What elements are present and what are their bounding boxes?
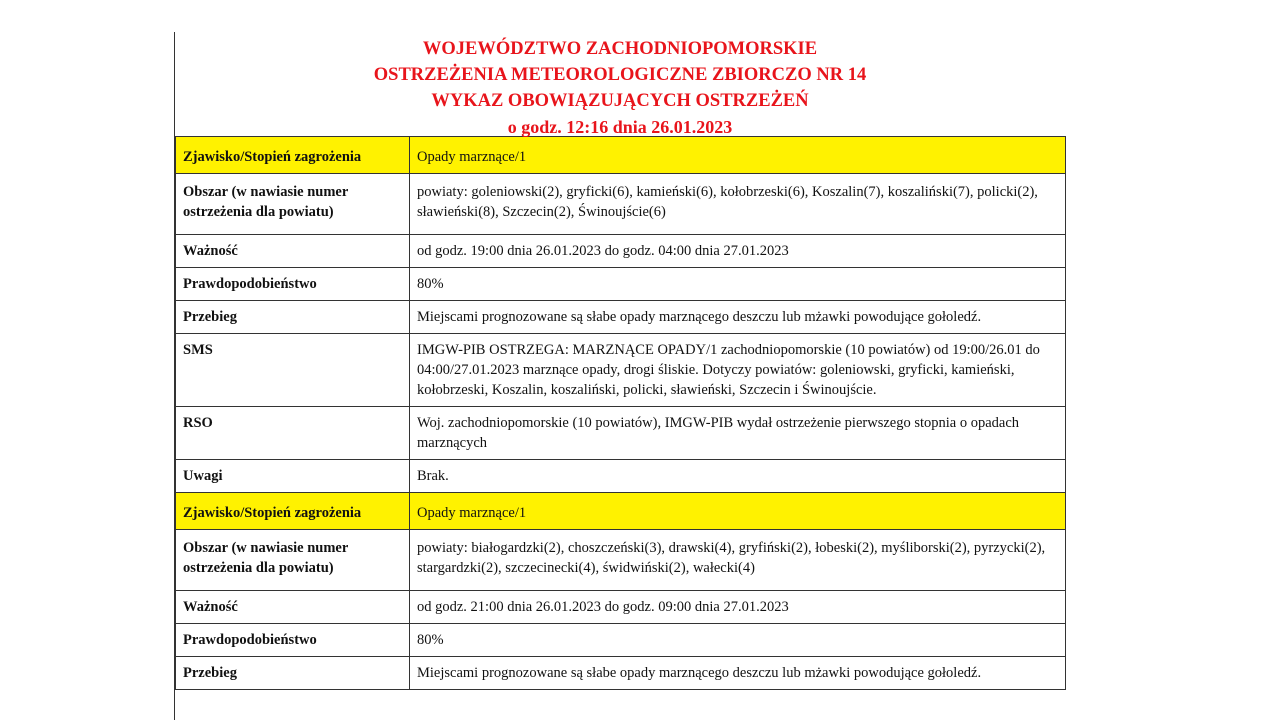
validity-label: Ważność	[176, 235, 410, 268]
table-row-course	[176, 657, 1066, 690]
notes-label: Uwagi	[176, 460, 410, 493]
course-value: Miejscami prognozowane są słabe opady marznącego deszczu lub mżawki powodujące gołoledź.	[410, 301, 1066, 334]
table-row-probability	[176, 268, 1066, 301]
table-row-probability	[176, 624, 1066, 657]
sms-label: SMS	[176, 334, 410, 407]
document-header	[175, 32, 1065, 136]
course-label: Przebieg	[176, 657, 410, 690]
region-title: WOJEWÓDZTWO ZACHODNIOPOMORSKIE	[422, 39, 818, 59]
warnings-table	[175, 136, 1066, 690]
table-row-notes	[176, 460, 1066, 493]
validity-value: od godz. 19:00 dnia 26.01.2023 do godz. 04:00 dnia 27.01.2023	[410, 235, 1066, 268]
sms-value: IMGW-PIB OSTRZEGA: MARZNĄCE OPADY/1 zachodniopomorskie (10 powiatów) od 19:00/26.01 do 04:00/27.01.2023 marznące opady, drogi śliskie. Dotyczy powiatów: goleniowski, gryficki, kamieński, kołobrzeski, Koszalin, koszaliński, policki, sławieński, Szczecin i Świnoujście.	[410, 334, 1066, 407]
table-row-rso	[176, 407, 1066, 460]
validity-label: Ważność	[176, 591, 410, 624]
issue-time: o godz. 12:16 dnia 26.01.2023	[507, 117, 733, 137]
validity-value: od godz. 21:00 dnia 26.01.2023 do godz. 09:00 dnia 27.01.2023	[410, 591, 1066, 624]
table-row-course	[176, 301, 1066, 334]
course-label: Przebieg	[176, 301, 410, 334]
phenomenon-label: Zjawisko/Stopień zagrożenia	[183, 505, 362, 521]
probability-value: 80%	[410, 268, 1066, 301]
rso-label: RSO	[176, 407, 410, 460]
table-row-phenomenon	[176, 493, 1066, 530]
table-row-area	[176, 174, 1066, 235]
rso-value: Woj. zachodniopomorskie (10 powiatów), IMGW-PIB wydał ostrzeżenie pierwszego stopnia o opadach marznących	[410, 407, 1066, 460]
phenomenon-value: Opady marznące/1	[410, 493, 1066, 530]
table-row-area	[176, 530, 1066, 591]
area-value: powiaty: goleniowski(2), gryficki(6), kamieński(6), kołobrzeski(6), Koszalin(7), koszaliński(7), policki(2), sławieński(8), Szczecin(2), Świnoujście(6)	[410, 174, 1066, 235]
phenomenon-label: Zjawisko/Stopień zagrożenia	[183, 149, 362, 165]
table-row-validity	[176, 235, 1066, 268]
area-value: powiaty: białogardzki(2), choszczeński(3), drawski(4), gryfiński(2), łobeski(2), myśliborski(2), pyrzycki(2), stargardzki(2), szczecinecki(4), świdwiński(2), wałecki(4)	[410, 530, 1066, 591]
table-row-validity	[176, 591, 1066, 624]
table-row-phenomenon	[176, 137, 1066, 174]
area-label: Obszar (w nawiasie numer ostrzeżenia dla powiatu)	[176, 174, 410, 235]
phenomenon-value: Opady marznące/1	[410, 137, 1066, 174]
course-value: Miejscami prognozowane są słabe opady marznącego deszczu lub mżawki powodujące gołoledź.	[410, 657, 1066, 690]
notes-value: Brak.	[410, 460, 1066, 493]
area-label: Obszar (w nawiasie numer ostrzeżenia dla powiatu)	[176, 530, 410, 591]
list-title: WYKAZ OBOWIĄZUJĄCYCH OSTRZEŻEŃ	[431, 91, 809, 111]
document-page	[174, 32, 1065, 720]
probability-value: 80%	[410, 624, 1066, 657]
probability-label: Prawdopodobieństwo	[176, 624, 410, 657]
probability-label: Prawdopodobieństwo	[176, 268, 410, 301]
table-row-sms	[176, 334, 1066, 407]
bulletin-title: OSTRZEŻENIA METEOROLOGICZNE ZBIORCZO NR 14	[373, 65, 867, 85]
